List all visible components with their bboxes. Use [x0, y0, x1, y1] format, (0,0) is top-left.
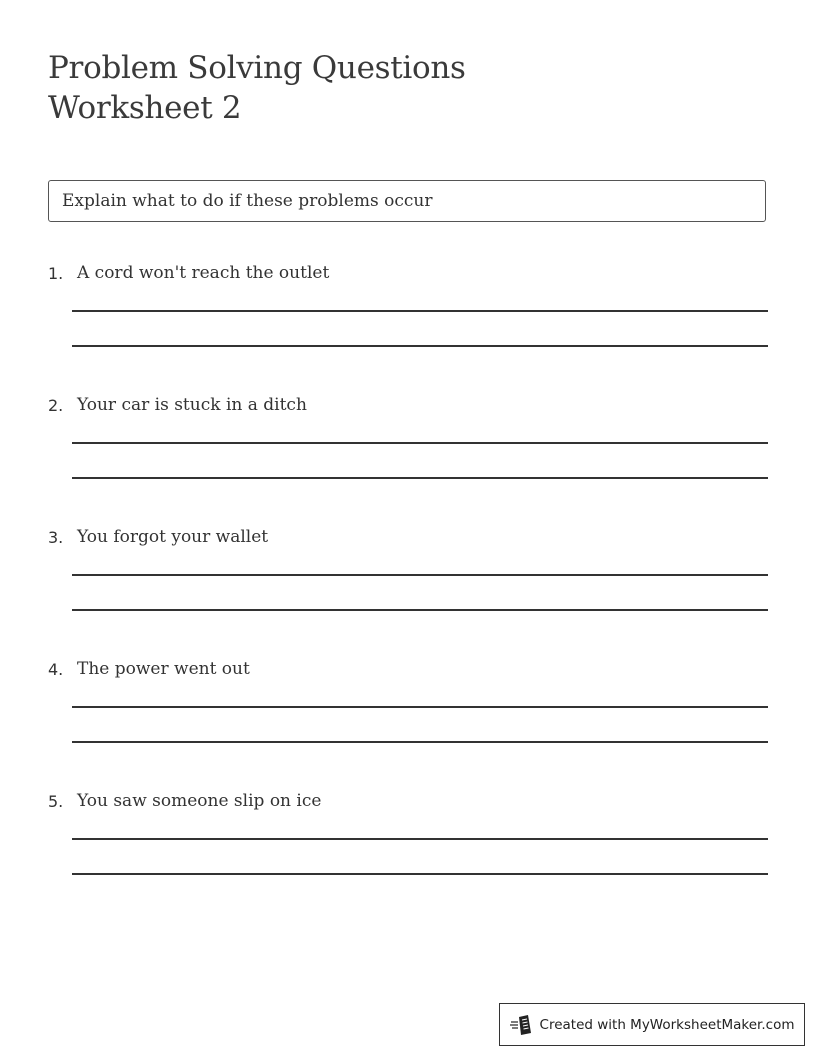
question-2	[48, 396, 768, 516]
question-1	[48, 264, 768, 384]
answer-line[interactable]	[72, 442, 768, 444]
question-text: Your car is stuck in a ditch	[77, 395, 307, 415]
question-text: You forgot your wallet	[77, 527, 269, 547]
question-number: 2.	[48, 396, 64, 415]
page-title	[48, 48, 466, 128]
answer-line[interactable]	[72, 477, 768, 479]
title-line-2: Worksheet 2	[48, 90, 242, 126]
question-3	[48, 528, 768, 648]
instructions-box	[48, 180, 766, 222]
question-number: 4.	[48, 660, 64, 679]
question-text: You saw someone slip on ice	[77, 791, 322, 811]
worksheet-maker-logo-icon	[510, 1014, 534, 1036]
answer-line[interactable]	[72, 609, 768, 611]
question-number: 3.	[48, 528, 64, 547]
question-text: A cord won't reach the outlet	[77, 263, 330, 283]
answer-line[interactable]	[72, 838, 768, 840]
question-number: 5.	[48, 792, 64, 811]
answer-line[interactable]	[72, 310, 768, 312]
answer-line[interactable]	[72, 345, 768, 347]
answer-line[interactable]	[72, 574, 768, 576]
answer-line[interactable]	[72, 741, 768, 743]
question-text: The power went out	[77, 659, 250, 679]
question-4	[48, 660, 768, 780]
footer-credit-badge[interactable]	[499, 1003, 805, 1046]
instructions-text: Explain what to do if these problems occur	[62, 191, 433, 211]
answer-line[interactable]	[72, 706, 768, 708]
answer-line[interactable]	[72, 873, 768, 875]
title-line-1: Problem Solving Questions	[48, 50, 466, 86]
footer-credit-text: Created with MyWorksheetMaker.com	[539, 1016, 795, 1033]
question-5	[48, 792, 768, 912]
question-number: 1.	[48, 264, 64, 283]
